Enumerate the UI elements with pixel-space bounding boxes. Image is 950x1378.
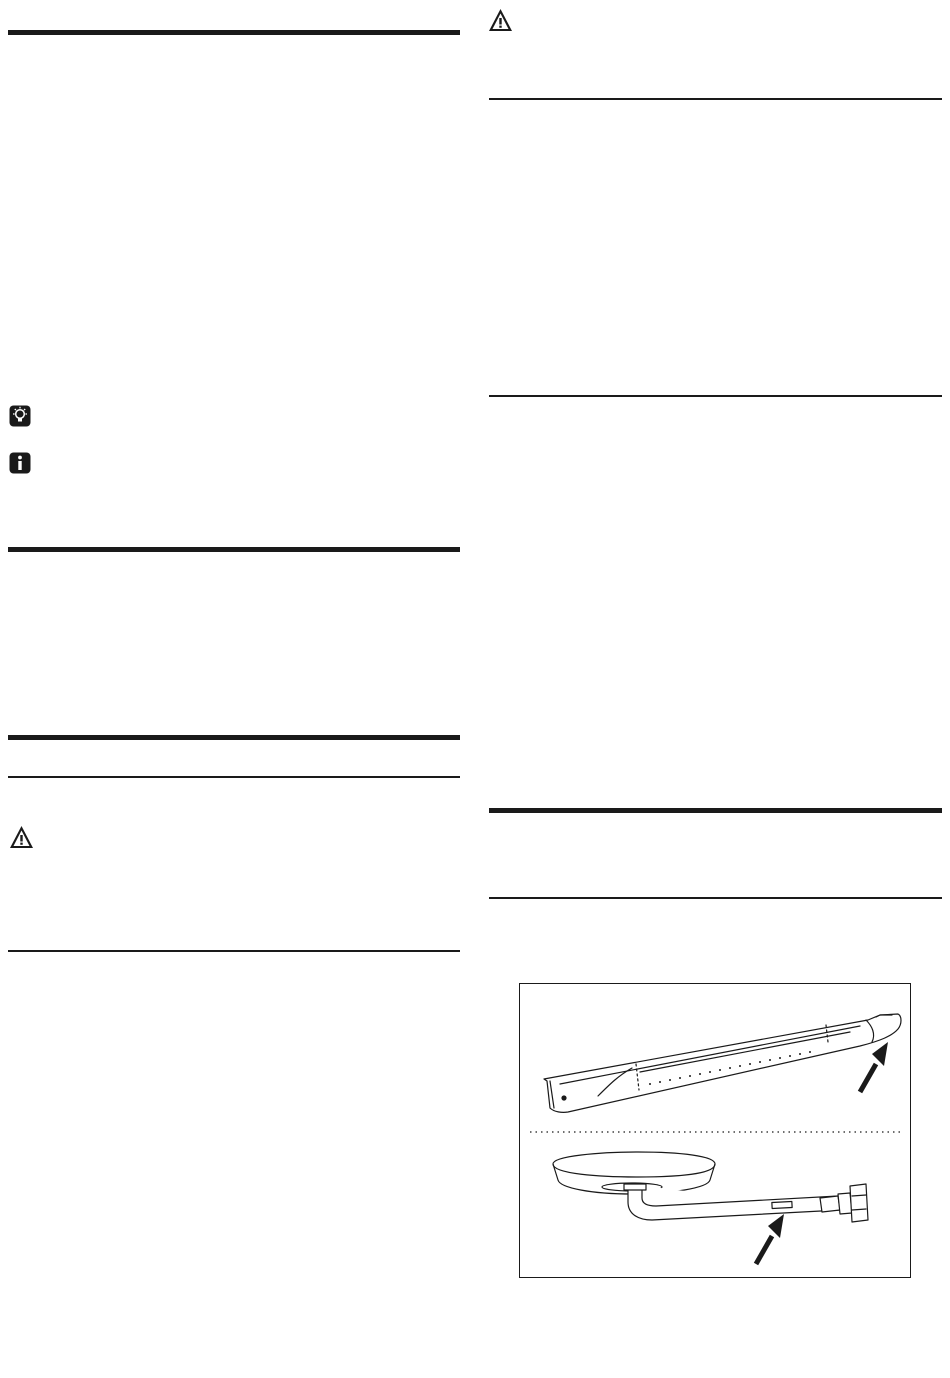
right-subsection-rule-1: [489, 98, 942, 100]
left-subsection-rule-1: [8, 776, 460, 778]
warning-icon: [9, 825, 34, 849]
left-section-rule-1: [8, 30, 460, 35]
right-section-rule-1: [489, 808, 942, 813]
left-section-rule-3: [8, 735, 460, 740]
left-subsection-rule-2: [8, 950, 460, 952]
burner-illustration: [519, 983, 911, 1278]
info-icon: [9, 452, 31, 474]
lightbulb-icon: [9, 405, 31, 427]
right-subsection-rule-3: [489, 897, 942, 899]
warning-icon: [488, 8, 513, 32]
right-subsection-rule-2: [489, 395, 942, 397]
round-burner-drawing: [553, 1152, 868, 1222]
burner-tube-drawing: [544, 1014, 901, 1112]
arrow-icon: [860, 1042, 888, 1092]
arrow-icon: [756, 1214, 784, 1264]
left-section-rule-2: [8, 547, 460, 552]
